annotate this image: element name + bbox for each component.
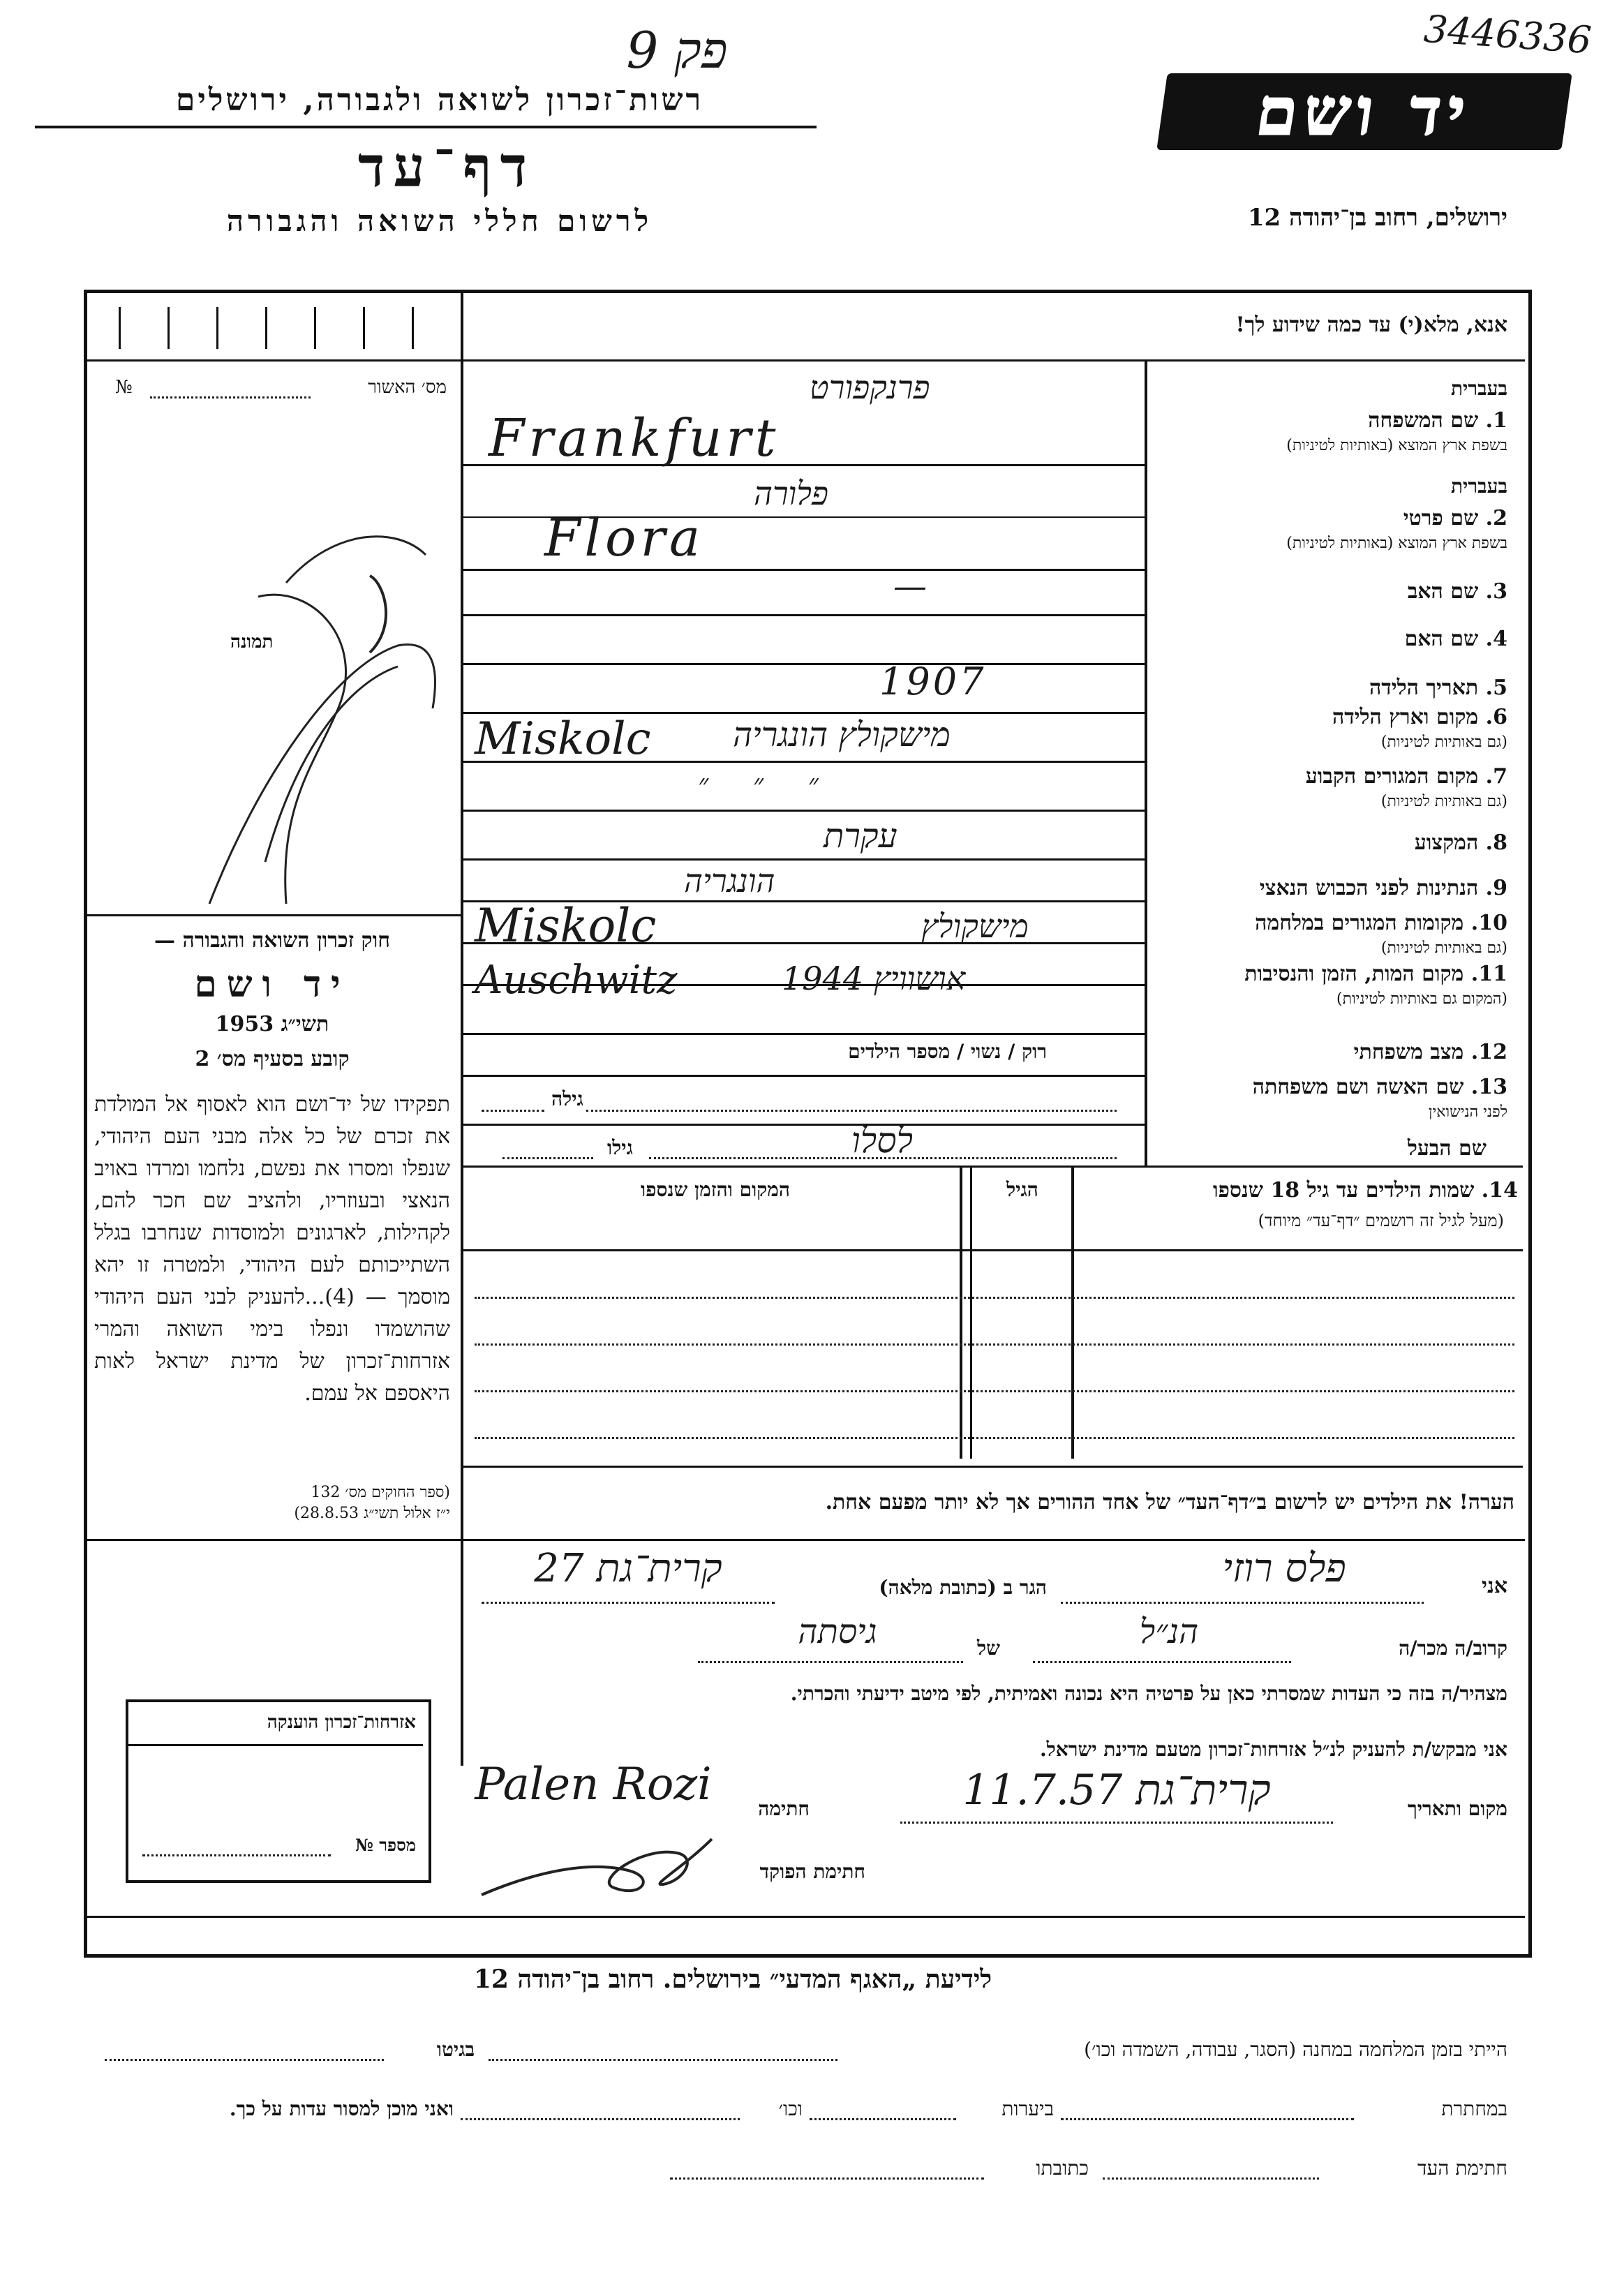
children-sub: (מעל לגיל זה רושמים ״דף־עד״ מיוחד): [1258, 1211, 1504, 1230]
field-2-label: [1159, 506, 1507, 530]
children-num: 14.: [1481, 1178, 1518, 1202]
footer-line2b: ביערות: [1001, 2097, 1054, 2120]
field-12-label: [1159, 1040, 1507, 1064]
citizenship-box: [126, 1699, 431, 1883]
field-2-value-lat[interactable]: Flora: [544, 508, 705, 568]
field-13-num: 13.: [1470, 1075, 1507, 1099]
field-3-label-text: שם האב: [1407, 579, 1479, 604]
archive-number: 3446336: [1422, 6, 1593, 63]
decl-relation[interactable]: גיסתה: [798, 1612, 877, 1651]
husband-age-label: גילו: [607, 1136, 633, 1159]
field-1-label-text: שם המשפחה: [1368, 408, 1479, 433]
handwritten-file-ref: פק 9: [626, 21, 728, 80]
field-1-label: [1159, 408, 1507, 433]
law-text: תפקידו של יד־ושם הוא לאסוף אל המולדת את זכרם של כל אלה מבני העם היהודי, שנפלו ומסרו את נפשם, נלחמו ומרדו באויב הנאצי ובעוזריו, ולהציב שם חכר להם, לקהילות, לארגונים ולמוסדות שנחרבו בגלל השתייכותם לעם היהודי, ולמטרה זו יהא מוסמך — (4)...להעניק לבני העם היהודי שהושמדו ונפלו בימי השואה והמרי אזרחות־זכרון של מדינת ישראל לאות היאספם אל עמם.: [94, 1092, 451, 1406]
decl-resides-label: הגר ב (כתובת מלאה): [879, 1576, 1047, 1599]
field-6-value-lat[interactable]: Miskolc: [475, 713, 651, 765]
field-2-value-heb[interactable]: פלורה: [754, 475, 828, 512]
field-2-heb-tag: בעברית: [1450, 475, 1507, 498]
field-11-sub: (המקום גם באותיות לטיניות): [1336, 990, 1507, 1008]
husband-label: שם הבעל: [1407, 1136, 1487, 1161]
field-9-num: 9.: [1485, 876, 1507, 900]
field-1-heb-tag: בעברית: [1450, 377, 1507, 400]
decl-name[interactable]: פלס רוזי: [1222, 1546, 1346, 1591]
children-label: [1078, 1178, 1518, 1202]
label-column-divider: [1145, 359, 1147, 1166]
children-label-text: שמות הילדים עד גיל 18 שנספו: [1212, 1178, 1475, 1202]
instruction: אנא, מלא(י) עד כמה שידוע לך!: [1235, 313, 1507, 337]
footer-line2d: ואני מוכן למסור עדות על כך.: [229, 2097, 454, 2120]
field-2-label-text: שם פרטי: [1403, 506, 1479, 530]
photo-sketch: [105, 415, 450, 904]
photo-box: [105, 415, 450, 904]
field-3-label: [1159, 579, 1507, 604]
header-address: ירושלים, רחוב בן־יהודה 12: [1247, 204, 1507, 232]
field-2-num: 2.: [1485, 506, 1507, 530]
footer-line3a: חתימת העד: [1417, 2157, 1507, 2180]
field-11-label-text: מקום המות, הזמן והנסיבות: [1244, 962, 1464, 986]
citizenship-number-label: מספר №: [355, 1835, 416, 1855]
field-10-label: [1159, 911, 1507, 935]
field-8-num: 8.: [1485, 831, 1507, 855]
form-subtitle: לרשום חללי השואה והגבורה: [226, 204, 653, 238]
field-1-value-heb[interactable]: פרנקפורט: [810, 368, 930, 406]
law-source-1: (ספר החוקים מס׳ 132: [311, 1484, 450, 1501]
decl-officer-label: חתימת הפוקד: [759, 1860, 865, 1883]
field-7-label: [1159, 764, 1507, 789]
decl-declaration: מצהיר/ה בזה כי העדות שמסרתי כאן על פרטיה היא נכונה ואמיתית, לפי מיטב ידיעתי והכרתי.: [790, 1682, 1507, 1705]
footer-line1a: הייתי בזמן המלחמה במחנה (הסגר, עבודה, השמדה וכו׳): [1084, 2038, 1507, 2061]
field-5-label-text: תאריך הלידה: [1369, 676, 1479, 700]
law-source-2: י״ז אלול תשי״ג 28.8.53): [294, 1505, 450, 1522]
husband-value[interactable]: לסלו: [851, 1120, 914, 1161]
yad-vashem-logo: [1156, 73, 1572, 150]
footer-line3b: כתובתו: [1036, 2157, 1089, 2180]
decl-address[interactable]: קרית־גת 27: [534, 1546, 722, 1591]
footer-title: לידיעת „האגף המדעי״ בירושלים. רחוב בן־יהודה 12: [473, 1965, 992, 1994]
approval-no-symbol: №: [115, 377, 133, 398]
field-7-value[interactable]: ״ ״ ״: [698, 768, 819, 801]
field-3-num: 3.: [1485, 579, 1507, 604]
field-9-value[interactable]: הונגריה: [684, 862, 775, 900]
field-6-sub: (גם באותיות לטיניות): [1380, 734, 1507, 751]
law-year: תשי״ג 1953: [215, 1012, 329, 1036]
org-line: רשות־זכרון לשואה ולגבורה, ירושלים: [175, 82, 704, 118]
decl-relative-label: קרוב/ה מכר/ה: [1399, 1637, 1507, 1660]
decl-place-date-label: מקום ותאריך: [1407, 1797, 1507, 1820]
field-10-label-text: מקומות המגורים במלחמה: [1255, 911, 1464, 935]
field-5-num: 5.: [1485, 676, 1507, 700]
law-title: חוק זכרון השואה והגבורה —: [154, 928, 390, 953]
logo-text: יד ושם: [1252, 74, 1477, 149]
form-title: דף־עד: [357, 134, 536, 200]
children-col-place: המקום והזמן שנספו: [641, 1178, 790, 1201]
note: הערה! את הילדים יש לרשום ב״דף־העד״ של אחד ההורים אך לא יותר מפעם אחת.: [825, 1490, 1514, 1514]
field-11-label: [1159, 962, 1507, 986]
field-8-label: [1159, 831, 1507, 855]
field-10-value[interactable]: מישקולץ: [921, 907, 1029, 945]
decl-i-label: אני: [1482, 1574, 1507, 1598]
children-col-divider-1: [1071, 1166, 1074, 1459]
field-13-label-text: שם האשה ושם משפחתה: [1252, 1075, 1464, 1099]
field-1-sub: בשפת ארץ המוצא (באותיות לטיניות): [1286, 437, 1507, 454]
approval-label: מס׳ האשור: [368, 377, 447, 398]
top-ticks: [91, 300, 461, 356]
field-10-value-lat[interactable]: Miskolc: [475, 899, 657, 953]
field-12-num: 12.: [1470, 1040, 1507, 1064]
field-3-value[interactable]: —: [893, 567, 927, 606]
field-4-label: [1159, 627, 1507, 651]
field-10-num: 10.: [1470, 911, 1507, 935]
field-13-label: [1159, 1075, 1507, 1099]
field-11-num: 11.: [1470, 962, 1507, 986]
field-4-num: 4.: [1485, 627, 1507, 651]
field-13-age-label: גילה: [551, 1087, 583, 1110]
field-6-label: [1159, 705, 1507, 729]
footer-line2a: במחתרת: [1441, 2097, 1507, 2120]
field-11-value-lat[interactable]: Auschwitz: [475, 958, 678, 1003]
header-rule: [35, 126, 817, 128]
field-9-label-text: הנתינות לפני הכבוש הנאצי: [1259, 876, 1479, 900]
decl-place-date[interactable]: קרית־גת 11.7.57: [962, 1766, 1271, 1815]
field-8-value[interactable]: עקרת: [824, 817, 897, 856]
citizenship-title: אזרחות־זכרון הוענקה: [267, 1712, 416, 1733]
law-name: יד ושם: [194, 963, 350, 1006]
field-7-num: 7.: [1485, 764, 1507, 789]
field-6-label-text: מקום וארץ הלידה: [1332, 705, 1479, 729]
field-2-sub: בשפת ארץ המוצא (באותיות לטיניות): [1286, 535, 1507, 552]
law-clause: קובע בסעיף מס׳ 2: [195, 1047, 350, 1071]
left-column-divider: [461, 293, 463, 1766]
field-4-label-text: שם האם: [1404, 627, 1479, 651]
field-11-value[interactable]: אושוויץ 1944: [782, 960, 966, 997]
field-5-label: [1159, 676, 1507, 700]
children-col-divider-3: [970, 1166, 972, 1459]
field-5-value[interactable]: 1907: [879, 660, 987, 703]
field-12-label-text: מצב משפחתי: [1353, 1040, 1464, 1064]
decl-signature[interactable]: Palen Rozi: [475, 1759, 712, 1810]
field-6-value[interactable]: מישקולץ הונגריה: [733, 715, 951, 754]
footer-line2c: וכו׳: [778, 2097, 803, 2120]
field-6-num: 6.: [1485, 705, 1507, 729]
field-9-label: [1159, 876, 1507, 900]
field-1-num: 1.: [1485, 408, 1507, 433]
field-1-value-lat[interactable]: Frankfurt: [489, 408, 780, 468]
field-7-sub: (גם באותיות לטיניות): [1380, 793, 1507, 810]
field-10-sub: (גם באותיות לטיניות): [1380, 939, 1507, 957]
field-7-label-text: מקום המגורים הקבוע: [1305, 764, 1479, 789]
decl-of-label: של: [977, 1637, 1000, 1660]
officer-signature-scribble: [475, 1832, 726, 1909]
children-col-age: הגיל: [1006, 1178, 1038, 1201]
field-8-label-text: המקצוע: [1414, 831, 1479, 855]
decl-signature-label: חתימה: [758, 1797, 810, 1820]
children-col-divider-2: [960, 1166, 962, 1459]
decl-request: אני מבקש/ת להעניק לנ״ל אזרחות־זכרון מטעם מדינת ישראל.: [1039, 1738, 1507, 1761]
photo-label: תמונה: [230, 632, 274, 653]
footer-line1b: בגיטו: [436, 2038, 475, 2061]
field-13-sub: לפני הנישואין: [1428, 1103, 1507, 1121]
field-12-value[interactable]: רוק / נשוי / מספר הילדים: [848, 1040, 1047, 1063]
decl-of-value[interactable]: הנ״ל: [1139, 1612, 1199, 1651]
